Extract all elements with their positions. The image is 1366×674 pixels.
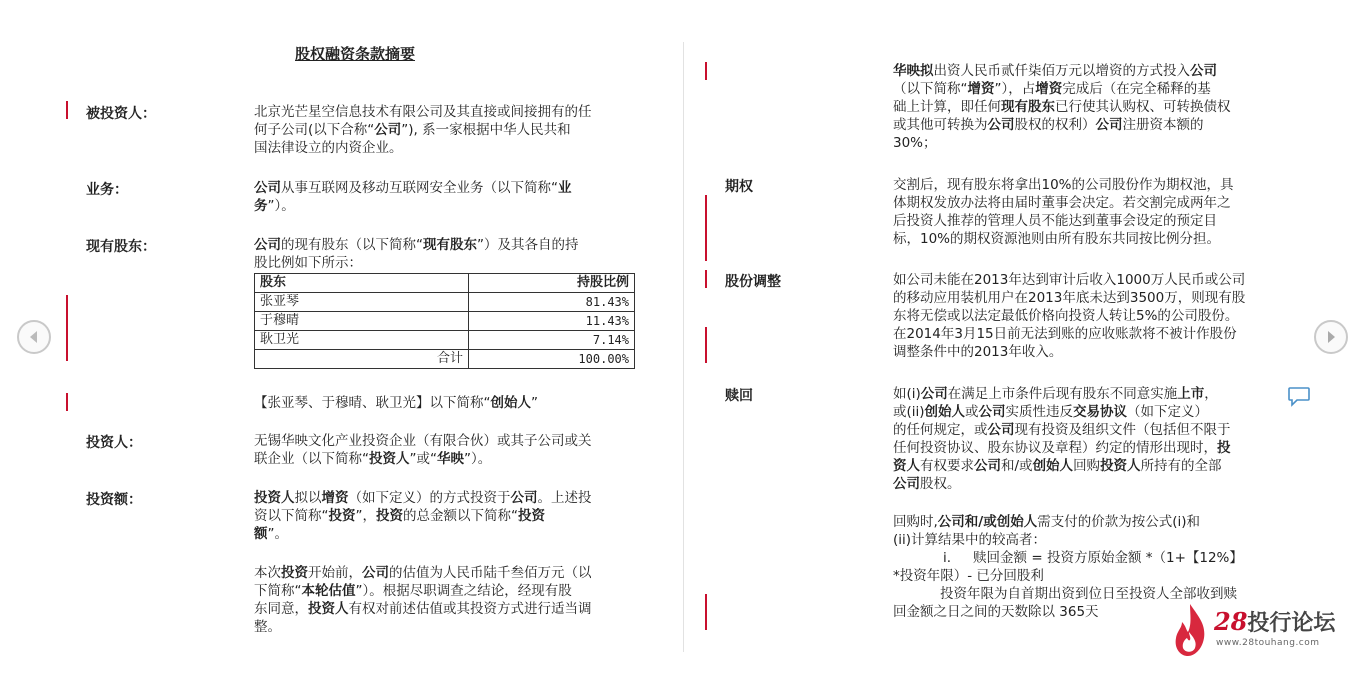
page-divider <box>683 42 684 652</box>
options-label: 期权 <box>725 179 753 195</box>
table-row <box>255 312 635 331</box>
logo-number: 28 <box>1214 607 1248 636</box>
capital-increase-text: 华映拟出资人民币贰仟柒佰万元以增资的方式投入公司 （以下简称“增资”），占增资完成后（在完全稀释的基 础上计算，即任何现有股东已行使其认购权、可转换债权 或其他可转换为公司股权的权利）公司注册资本额的 30%； <box>893 63 1231 151</box>
table-header-cell: 持股比例 <box>469 274 635 293</box>
business-label: 业务： <box>86 182 128 198</box>
founders-note: 【张亚琴、于穆晴、耿卫光】以下简称“创始人” <box>254 395 538 411</box>
prev-page-button[interactable] <box>17 320 51 354</box>
adjust-text: 如公司未能在2013年达到审计后收入1000万人民币或公司 的移动应用装机用户在2013年底未达到3500万，则现有股 东将无偿或以法定最低价格向投资人转让5%的公司股份。 在2014年3月15日前无法到账的应收账款将不被计作股份 调整条件中的2013年收入。 <box>893 272 1246 360</box>
shareholders-text: 公司的现有股东（以下简称“现有股东”）及其各自的持 股比例如下所示： <box>254 237 579 271</box>
shareholder-name: 于穆晴 <box>255 312 469 331</box>
shareholder-name: 张亚琴 <box>255 293 469 312</box>
comment-button[interactable] <box>1287 386 1311 412</box>
amount-label: 投资额： <box>86 492 142 508</box>
margin-marker <box>705 195 707 261</box>
margin-marker <box>705 327 707 363</box>
options-text: 交割后，现有股东将拿出10%的公司股份作为期权池，具 体期权发放办法将由届时董事会决定。若交割完成两年之 后投资人推荐的管理人员不能达到董事会设定的预定目 标，10%的期权资源池则由所有股东共同按比例分担。 <box>893 177 1234 247</box>
margin-marker <box>705 270 707 288</box>
logo-url: www.28touhang.com <box>1216 638 1320 648</box>
total-label: 合计 <box>255 350 469 369</box>
investor-label: 投资人： <box>86 435 142 451</box>
logo-name: 投行论坛 <box>1247 611 1336 636</box>
shareholder-percent: 7.14% <box>469 331 635 350</box>
shareholder-percent: 11.43% <box>469 312 635 331</box>
chevron-left-icon <box>27 329 41 345</box>
table-header-cell: 股东 <box>255 274 469 293</box>
shareholder-table <box>254 273 635 369</box>
total-percent: 100.00% <box>469 350 635 369</box>
amount-text: 投资人拟以增资（如下定义）的方式投资于公司。上述投 资以下简称“投资”，投资的总金额以下简称“投资 额”。 本次投资开始前，公司的估值为人民币陆千叁佰万元（以 下简称“本轮估值”）。根据尽职调查之结论，经现有股 东同意，投资人有权对前述估值或其投资方式进行适当调 整。 <box>254 490 592 635</box>
shareholders-label: 现有股东： <box>86 239 156 255</box>
table-header-row <box>255 274 635 293</box>
investee-label: 被投资人： <box>86 106 156 122</box>
margin-marker <box>66 393 68 411</box>
investee-text: 北京光芒星空信息技术有限公司及其直接或间接拥有的任 何子公司(以下合称“公司”), 系一家根据中华人民共和 国法律设立的内资企业。 <box>254 104 592 156</box>
page-title: 股权融资条款摘要 <box>295 45 416 63</box>
margin-marker <box>66 295 68 361</box>
table-row <box>255 331 635 350</box>
shareholder-percent: 81.43% <box>469 293 635 312</box>
margin-marker <box>705 594 707 630</box>
next-page-button[interactable] <box>1314 320 1348 354</box>
business-text: 公司从事互联网及移动互联网安全业务（以下简称“业 务”）。 <box>254 180 572 214</box>
chevron-right-icon <box>1324 329 1338 345</box>
investor-text: 无锡华映文化产业投资企业（有限合伙）或其子公司或关 联企业（以下简称“投资人”或“华映”）。 <box>254 433 592 467</box>
margin-marker <box>705 62 707 80</box>
adjust-label: 股份调整 <box>725 274 781 290</box>
shareholder-name: 耿卫光 <box>255 331 469 350</box>
comment-icon <box>1287 386 1311 408</box>
margin-marker <box>66 101 68 119</box>
flame-icon <box>1170 602 1210 658</box>
redemption-text: 如(i)公司在满足上市条件后现有股东不同意实施上市， 或(ii)创始人或公司实质性违反交易协议（如下定义） 的任何规定，或公司现有投资及组织文件（包括但不限于 任何投资协议、股东协议及章程）约定的情形出现时，投 资人有权要求公司和/或创始人回购投资人所持有的全部 公司股权。 回购时,公司和/或创始人需支付的价款为按公式(i)和 (ii)计算结果中的较高者： i. 赎回金额 = 投资方原始金额 *（1+【12%】 *投资年限）- 已分回股利 投资年限为自首期出资到位日至投资人全部收到赎 回金额之日之间的天数除以 365天 <box>893 386 1243 620</box>
watermark-logo <box>1170 602 1350 662</box>
table-total-row <box>255 350 635 369</box>
redemption-label: 赎回 <box>725 388 753 404</box>
table-row <box>255 293 635 312</box>
